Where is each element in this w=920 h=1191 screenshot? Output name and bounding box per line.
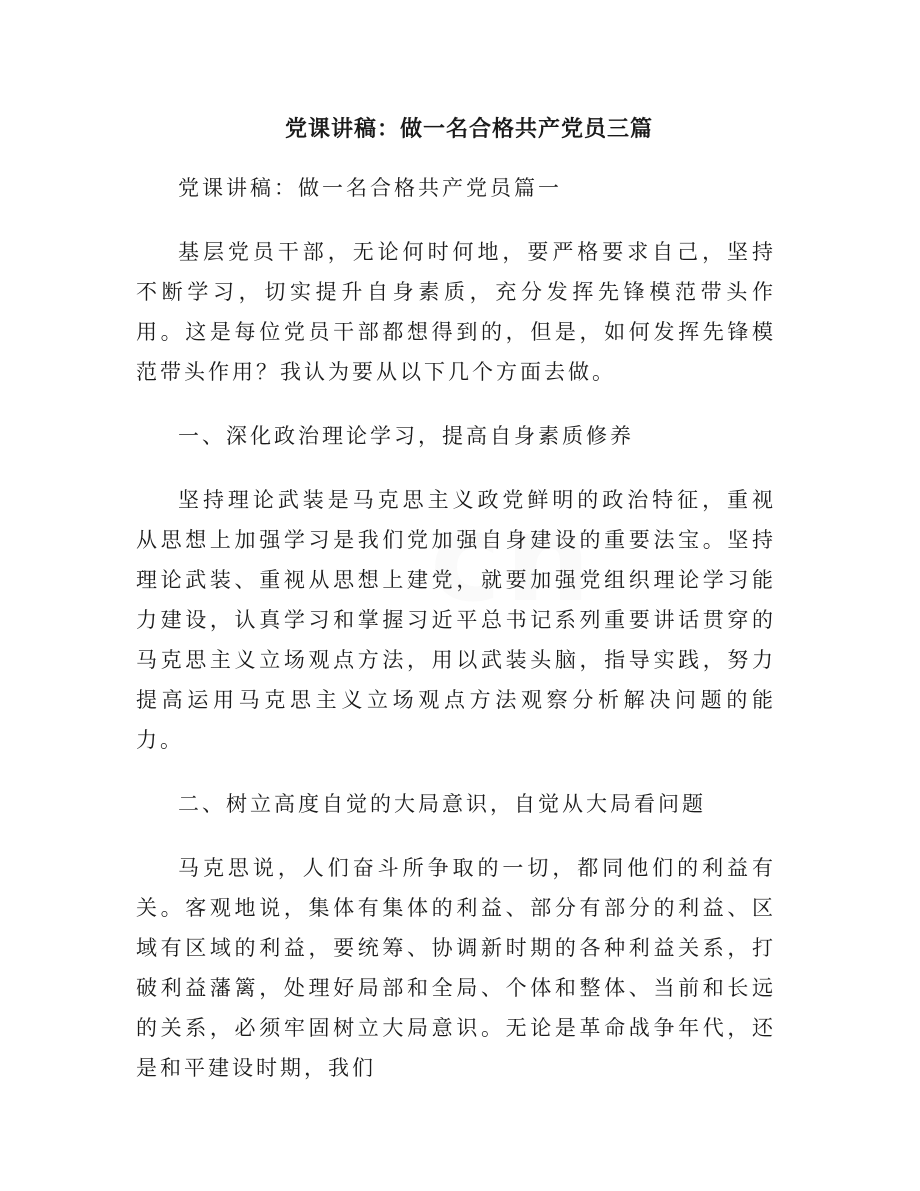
document-title: 党课讲稿：做一名合格共产党员三篇 [284,116,653,142]
paragraph-overall-view: 马克思说，人们奋斗所争取的一切，都同他们的利益有关。客观地说，集体有集体的利益、部分有部分的利益、区域有区域的利益，要统筹、协调新时期的各种利益关系，打破利益藩篱，处理好局部和全局、个体和整体、当前和长远的关系，必须牢固树立大局意识。无论是革命战争年代，还是和平建设时期，我们 [136,856,776,1080]
section-heading-2: 二、树立高度自觉的大局意识，自觉从大局看问题 [178,792,706,816]
watermark: cn [430,490,595,629]
paragraph-intro: 基层党员干部，无论何时何地，要严格要求自己，坚持不断学习，切实提升自身素质，充分发挥先锋模范带头作用。这是每位党员干部都想得到的，但是，如何发挥先锋模范带头作用？我认为要从以下几个方面去做。 [136,240,776,384]
document-body [136,168,776,1112]
section-subtitle: 党课讲稿：做一名合格共产党员篇一 [178,176,562,200]
paragraph-theory: 坚持理论武装是马克思主义政党鲜明的政治特征，重视从思想上加强学习是我们党加强自身建设的重要法宝。坚持理论武装、重视从思想上建党，就要加强党组织理论学习能力建设，认真学习和掌握习近平总书记系列重要讲话贯穿的马克思主义立场观点方法，用以武装头脑，指导实践，努力提高运用马克思主义立场观点方法观察分析解决问题的能力。 [136,488,776,752]
section-heading-1: 一、深化政治理论学习，提高自身素质修养 [178,424,634,448]
